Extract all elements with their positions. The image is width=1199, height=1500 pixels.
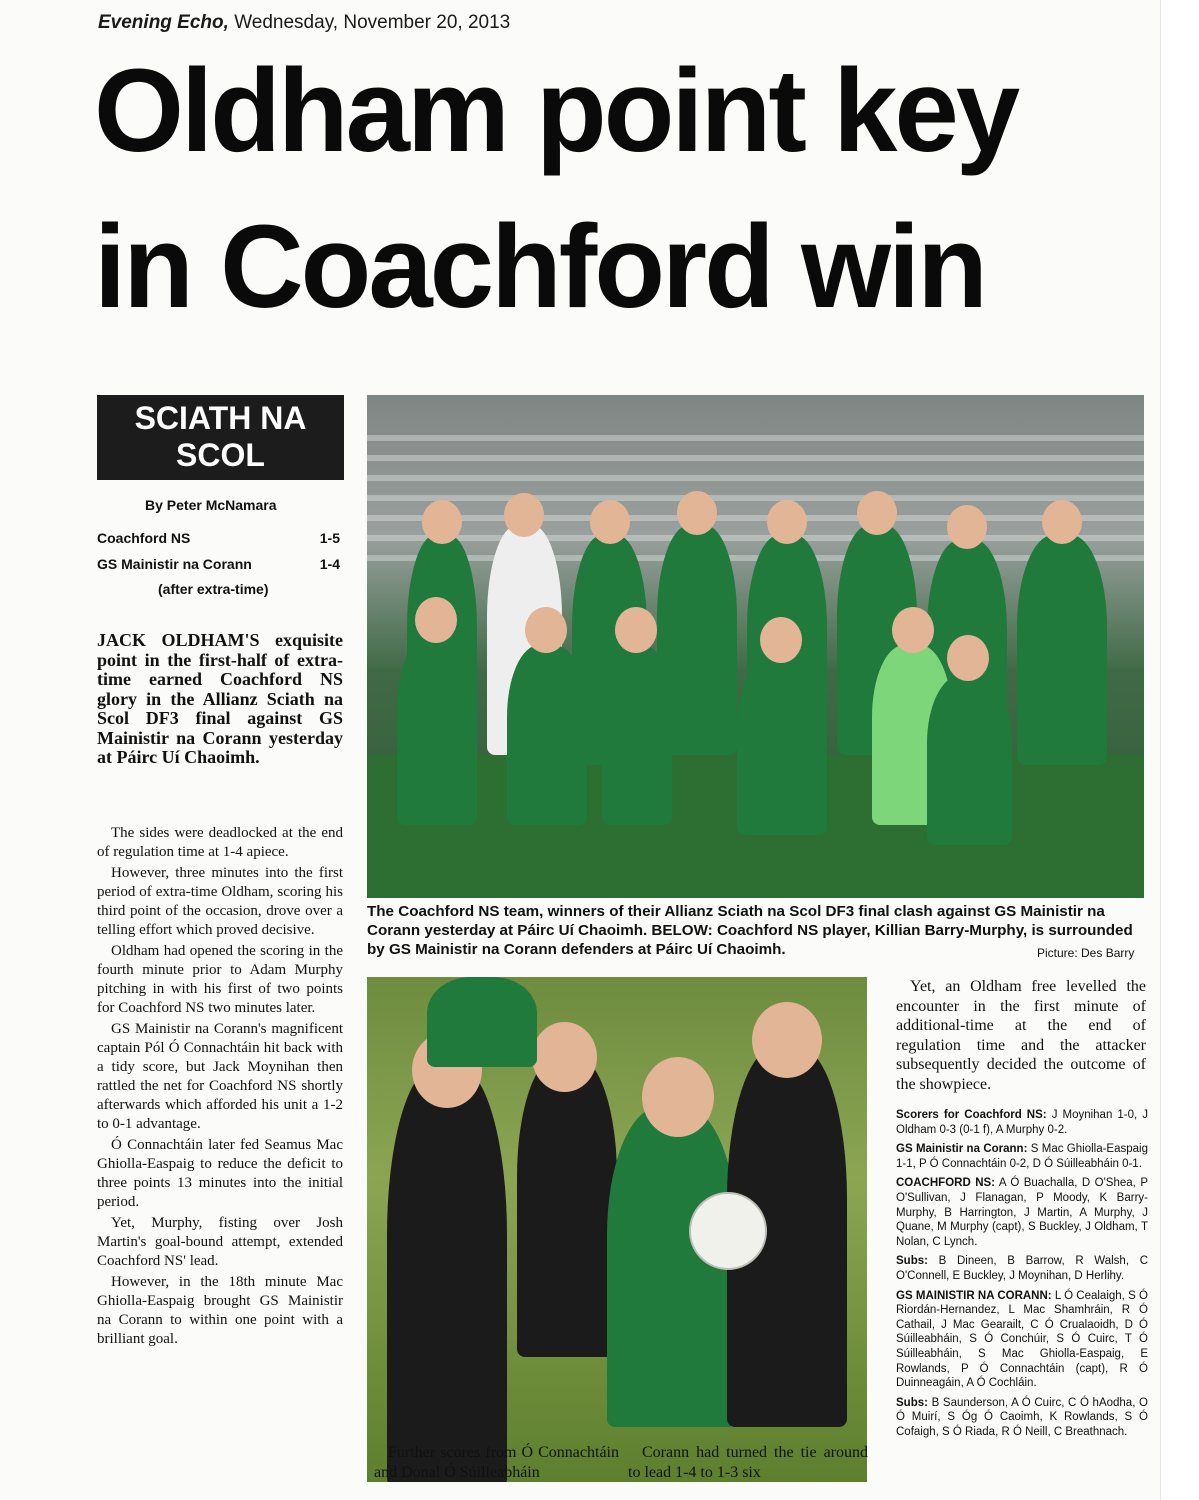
stats-text: J Moynihan 1-0, J Oldham 0-3 (0-1 f), A Murphy 0-2.	[896, 1109, 1149, 1136]
team-photo	[367, 395, 1144, 898]
stats-text: A Ó Buachalla, D O'Shea, P O'Sullivan, J Flanagan, P Moody, K Barry-Murphy, B Harrington, J Martin, A Murphy, J Quane, M Murphy (capt), S Buckley, J Oldham, T Nolan, C Lynch.	[896, 1177, 1148, 1248]
stats-text: B Saunderson, A Ó Cuirc, C Ó hAodha, O Ó Muirí, S Óg Ó Caoimh, K Rowlands, S Ó Cofaigh, S Ó Riada, R Ó Neill, C Breathnach.	[896, 1396, 1148, 1438]
article-body	[97, 824, 343, 1351]
body-paragraph: However, three minutes into the first period of extra-time Oldham, scoring his third point of the occasion, drove over a telling effort which proved decisive.	[97, 865, 343, 938]
stats-entry	[896, 1176, 1148, 1249]
stats-label: Subs:	[896, 1255, 928, 1268]
body-paragraph: GS Mainistir na Corann's magnificent captain Pól Ó Connachtáin hit back with a tidy score, but Jack Moynihan then rattled the net for Coachford NS shortly afterwards which afforded his unit a 1-2 to 0-1 advantage.	[97, 1021, 343, 1132]
result-row	[97, 530, 344, 546]
stats-label: GS MAINISTIR NA CORANN:	[896, 1289, 1052, 1302]
team-name: GS Mainistir na Corann	[97, 556, 252, 572]
page-edge	[1160, 0, 1199, 1500]
paper-name: Evening Echo,	[98, 12, 229, 33]
stats-text: B Dineen, B Barrow, R Walsh, C O'Connell, E Buckley, J Moynihan, D Herlihy.	[896, 1255, 1148, 1282]
article-bottom-mid	[374, 1443, 619, 1482]
photo-credit: Picture: Des Barry	[1037, 946, 1135, 960]
stats-label: Scorers for Coachford NS:	[896, 1109, 1047, 1121]
body-paragraph: However, in the 18th minute Mac Ghiolla-Easpaig brought GS Mainistir na Corann to within one point with a brilliant goal.	[97, 1274, 343, 1347]
byline: By Peter McNamara	[145, 497, 277, 513]
stats-entry	[896, 1289, 1148, 1391]
section-label-line-2: SCOL	[176, 437, 265, 473]
body-paragraph: Yet, Murphy, fisting over Josh Martin's goal-bound attempt, extended Coachford NS' lead.	[97, 1215, 343, 1269]
team-score: 1-5	[319, 530, 340, 546]
body-paragraph: Corann had turned the tie around to lead 1-4 to 1-3 six	[628, 1444, 868, 1481]
stats-label: COACHFORD NS:	[896, 1177, 996, 1190]
stats-text: S Mac Ghiolla-Easpaig 1-1, P Ó Connachtáin 0-2, D Ó Súilleabháin 0-1.	[896, 1143, 1148, 1170]
headline-line-1: Oldham point key	[94, 45, 1018, 177]
team-score: 1-4	[319, 556, 340, 572]
stats-label: GS Mainistir na Corann:	[896, 1143, 1028, 1156]
stats-text: L Ó Cealaigh, S Ó Riordán-Hernandez, L Mac Shamhráin, R Ó Cathail, J Mac Gearailt, C Ó Crualaoidh, D Ó Súilleabháin, S Ó Conchúir, S Ó Cuirc, T Ó Súilleabháin, S Mac Ghiolla-Easpaig, E Rowlands, P Ó Connachtáin (capt), R Ó Duinneagáin, A Ó Cochláin.	[896, 1289, 1148, 1390]
article-continued	[896, 977, 1146, 1094]
result-note: (after extra-time)	[158, 581, 269, 597]
team-name: Coachford NS	[97, 530, 191, 546]
team-lineups	[896, 1108, 1148, 1444]
stats-entry	[896, 1396, 1148, 1440]
masthead	[98, 12, 510, 34]
headline-line-2: in Coachford win	[94, 201, 985, 333]
issue-date: Wednesday, November 20, 2013	[234, 12, 511, 33]
stats-label: Subs:	[896, 1396, 928, 1409]
stats-entry	[896, 1254, 1148, 1283]
stats-entry	[896, 1142, 1148, 1171]
body-paragraph: The sides were deadlocked at the end of regulation time at 1-4 apiece.	[97, 825, 343, 860]
stats-entry	[896, 1108, 1148, 1137]
body-paragraph: Yet, an Oldham free levelled the encounter in the first minute of additional-time at the end of regulation time and the attacker subsequently decided the outcome of the showpiece.	[896, 978, 1146, 1093]
section-label-line-1: SCIATH NA	[134, 400, 307, 436]
body-paragraph: Ó Connachtáin later fed Seamus Mac Ghiolla-Easpaig to reduce the deficit to three points 13 minutes into the initial period.	[97, 1137, 343, 1210]
article-bottom-right	[628, 1443, 868, 1482]
result-row	[97, 556, 344, 572]
photo-caption: The Coachford NS team, winners of their Allianz Sciath na Scol DF3 final clash against GS Mainistir na Corann yesterday at Páirc Uí Chaoimh. BELOW: Coachford NS player, Killian Barry-Murphy, is surrounded by GS Mainistir na Corann defenders at Páirc Uí Chaoimh.	[367, 903, 1133, 958]
article-lede: JACK OLDHAM'S exquisite point in the first-half of extra-time earned Coachford NS glory in the Allianz Sciath na Scol DF3 final against GS Mainistir na Corann yesterday at Páirc Uí Chaoimh.	[97, 630, 343, 767]
body-paragraph: Further scores from Ó Connachtáin and Donal Ó Súilleabháin	[374, 1444, 619, 1481]
body-paragraph: Oldham had opened the scoring in the fourth minute prior to Adam Murphy pitching in with his first of two points for Coachford NS two minutes later.	[97, 943, 343, 1016]
section-label	[97, 395, 344, 480]
action-photo	[367, 977, 867, 1482]
